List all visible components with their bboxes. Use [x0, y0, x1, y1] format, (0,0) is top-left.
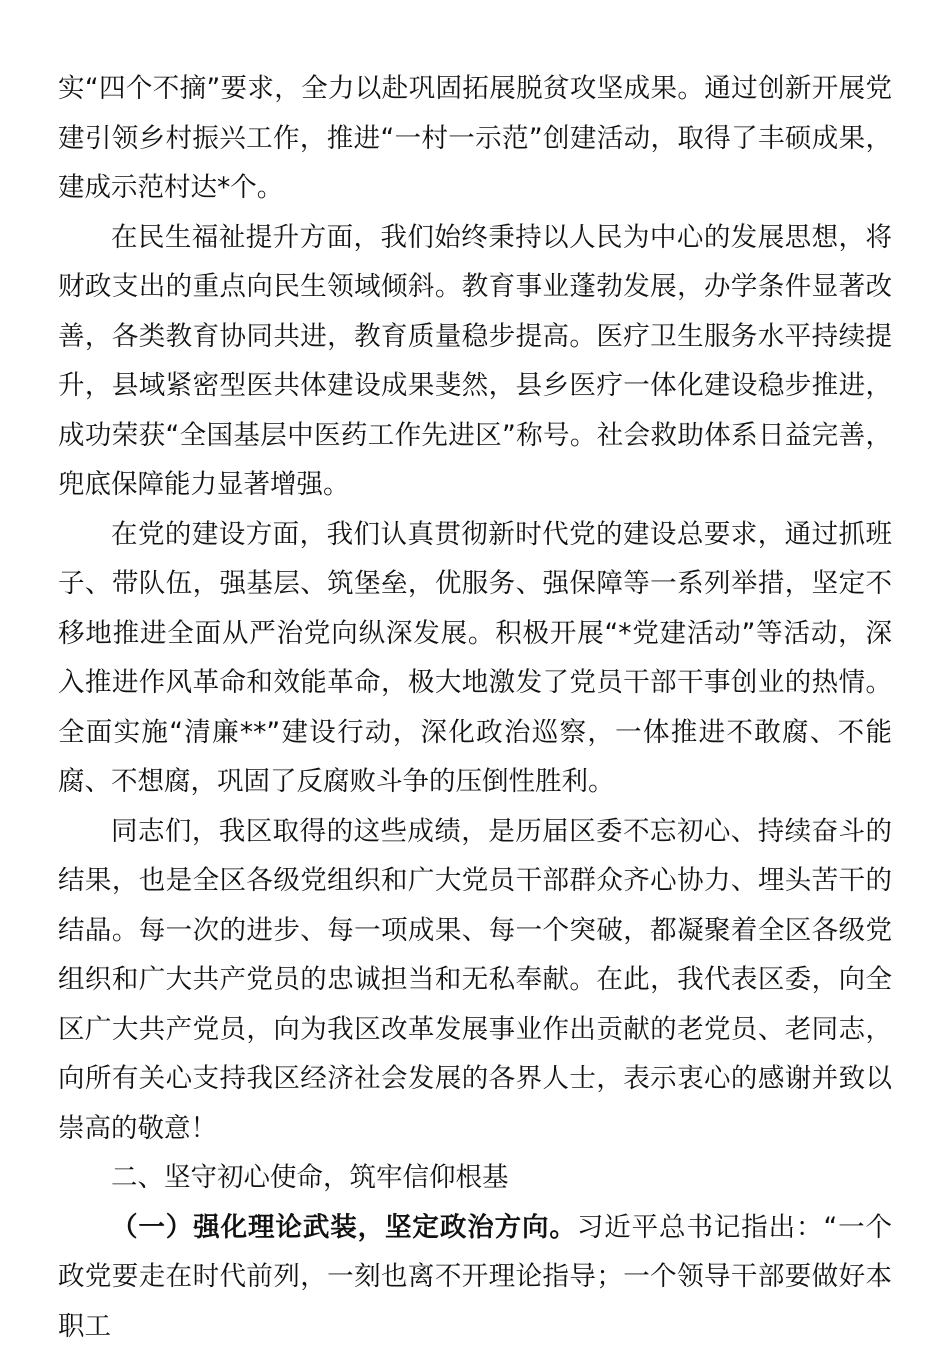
paragraph-theory-armament [58, 1203, 892, 1351]
subsection-heading-1: （一）强化理论武装，坚定政治方向。 [111, 1212, 577, 1243]
paragraph-livelihood: 在民生福祉提升方面，我们始终秉持以人民为中心的发展思想，将财政支出的重点向民生领域倾斜。教育事业蓬勃发展，办学条件显著改善，各类教育协同共进，教育质量稳步提高。医疗卫生服务水平持续提升，县域紧密型医共体建设成果斐然，县乡医疗一体化建设稳步推进，成功荣获“全国基层中医药工作先进区”称号。社会救助体系日益完善，兜底保障能力显著增强。 [58, 213, 892, 510]
paragraph-theory-text: 习近平总书记指出：“一个政党要走在时代前列，一刻也离不开理论指导；一个领导干部要做好本职工 [58, 1212, 892, 1342]
paragraph-party-building: 在党的建设方面，我们认真贯彻新时代党的建设总要求，通过抓班子、带队伍，强基层、筑堡垒，优服务、强保障等一系列举措，坚定不移地推进全面从严治党向纵深发展。积极开展“*党建活动”等活动，深入推进作风革命和效能革命，极大地激发了党员干部干事创业的热情。全面实施“清廉**”建设行动，深化政治巡察，一体推进不敢腐、不能腐、不想腐，巩固了反腐败斗争的压倒性胜利。 [58, 510, 892, 807]
paragraph-comrades-thanks: 同志们，我区取得的这些成绩，是历届区委不忘初心、持续奋斗的结果，也是全区各级党组织和广大党员干部群众齐心协力、埋头苦干的结晶。每一次的进步、每一项成果、每一个突破，都凝聚着全区各级党组织和广大共产党员的忠诚担当和无私奉献。在此，我代表区委，向全区广大共产党员，向为我区改革发展事业作出贡献的老党员、老同志，向所有关心支持我区经济社会发展的各界人士，表示衷心的感谢并致以崇高的敬意！ [58, 807, 892, 1154]
document-page [58, 64, 892, 1351]
section-heading-2: 二、坚守初心使命，筑牢信仰根基 [58, 1153, 892, 1203]
paragraph-poverty-alleviation: 实“四个不摘”要求，全力以赴巩固拓展脱贫攻坚成果。通过创新开展党建引领乡村振兴工作，推进“一村一示范”创建活动，取得了丰硕成果，建成示范村达*个。 [58, 64, 892, 213]
